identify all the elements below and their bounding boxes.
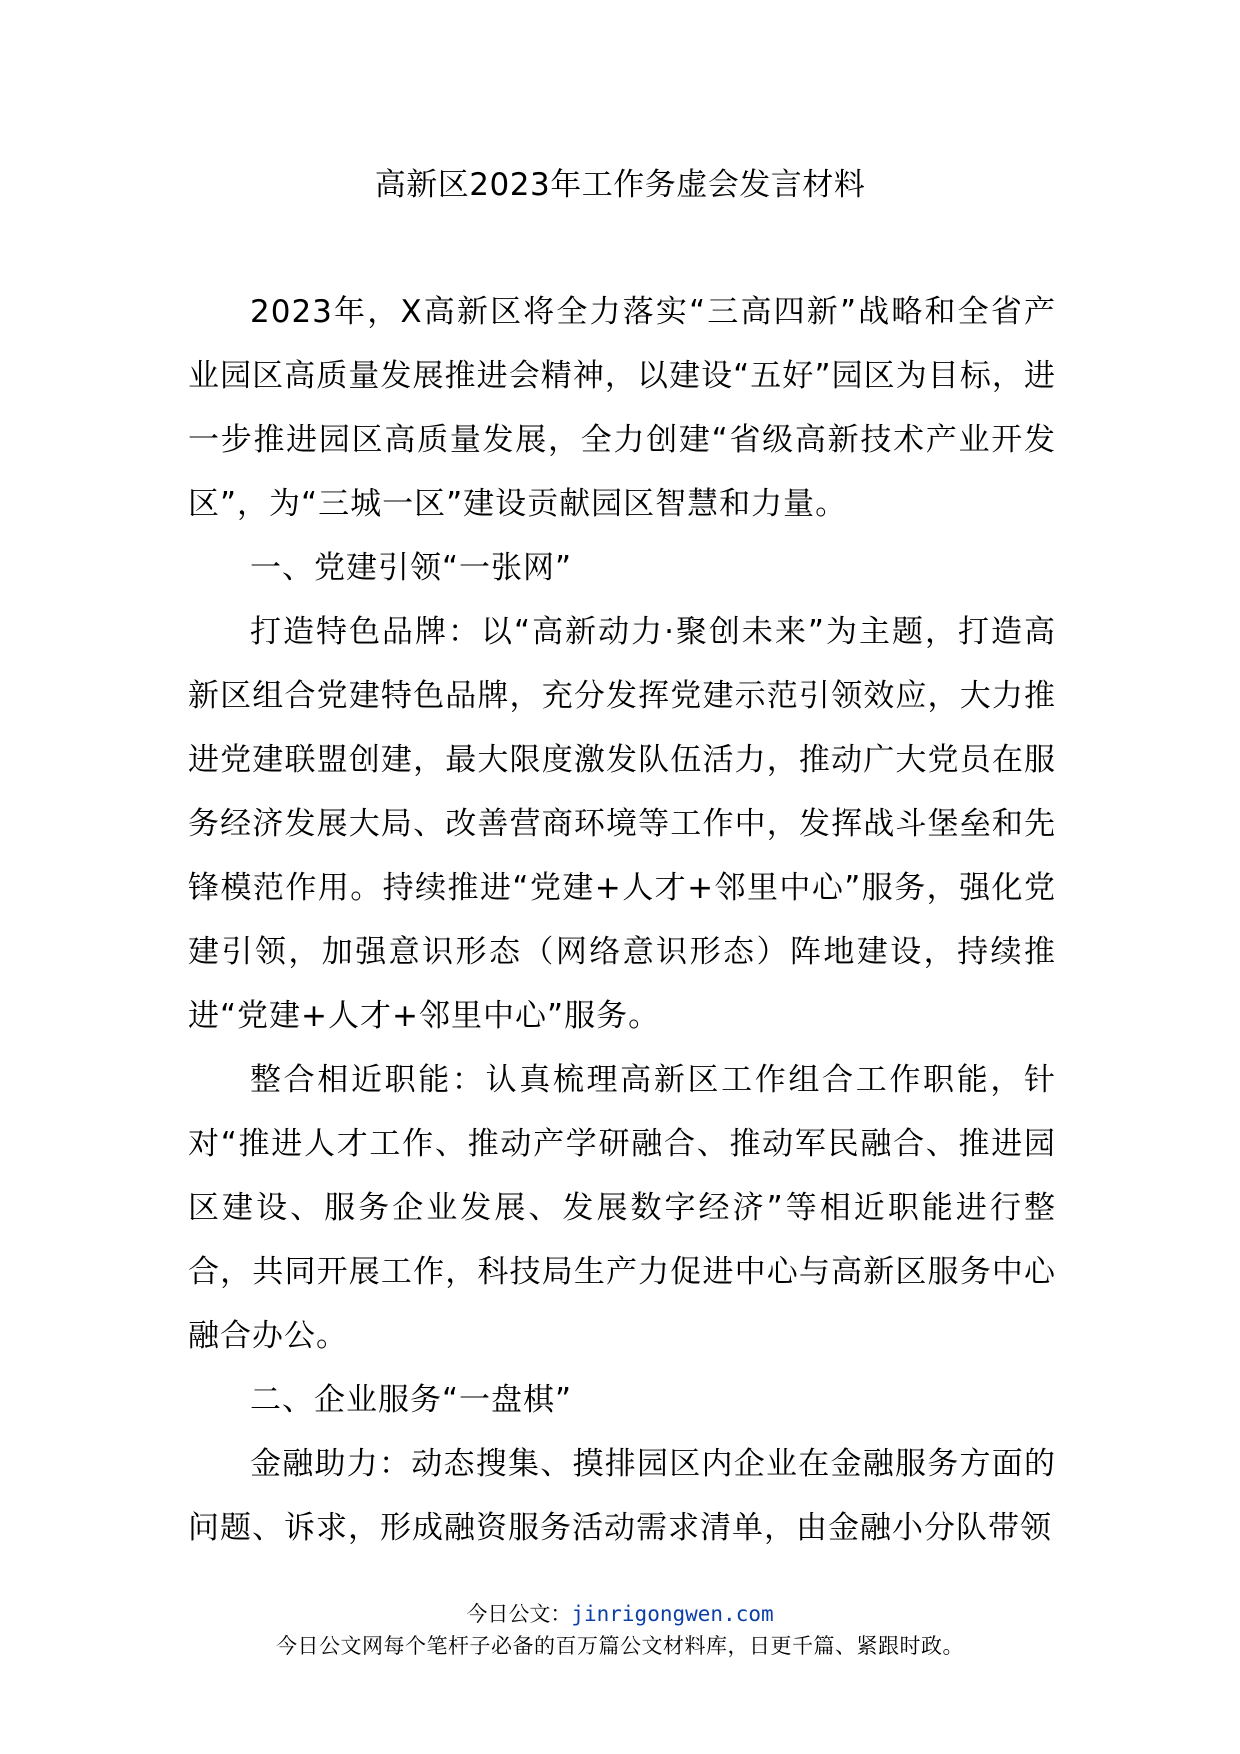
paragraph-brand: 打造特色品牌：以“高新动力·聚创未来”为主题，打造高新区组合党建特色品牌，充分发挥党建示范引领效应，大力推进党建联盟创建，最大限度激发队伍活力，推动广大党员在服务经济发展大局、改善营商环境等工作中，发挥战斗堡垒和先锋模范作用。持续推进“党建+人才+邻里中心”服务，强化党建引领，加强意识形态（网络意识形态）阵地建设，持续推进“党建+人才+邻里中心”服务。 (188, 614, 1056, 1034)
paragraph-functions: 整合相近职能：认真梳理高新区工作组合工作职能，针对“推进人才工作、推动产学研融合、推动军民融合、推进园区建设、服务企业发展、发展数字经济”等相近职能进行整合，共同开展工作，科技局生产力促进中心与高新区服务中心融合办公。 (188, 1062, 1056, 1354)
document-body (188, 280, 1056, 1560)
footer-slogan: 今日公文网每个笔杆子必备的百万篇公文材料库，日更千篇、紧跟时政。 (276, 1634, 964, 1658)
footer-site-link[interactable]: jinrigongwen.com (571, 1602, 774, 1626)
document-title: 高新区2023年工作务虚会发言材料 (374, 167, 866, 203)
paragraph-intro: 2023年，X高新区将全力落实“三高四新”战略和全省产业园区高质量发展推进会精神，以建设“五好”园区为目标，进一步推进园区高质量发展，全力创建“省级高新技术产业开发区”，为“三城一区”建设贡献园区智慧和力量。 (188, 294, 1056, 522)
footer-site-line (0, 1600, 1240, 1628)
section-heading-party-building: 一、党建引领“一张网” (250, 550, 573, 586)
paragraph-finance: 金融助力：动态搜集、摸排园区内企业在金融服务方面的问题、诉求，形成融资服务活动需求清单，由金融小分队带领 (188, 1446, 1056, 1546)
section-heading-enterprise-service: 二、企业服务“一盘棋” (250, 1382, 573, 1418)
footer-site-label: 今日公文： (466, 1602, 572, 1626)
